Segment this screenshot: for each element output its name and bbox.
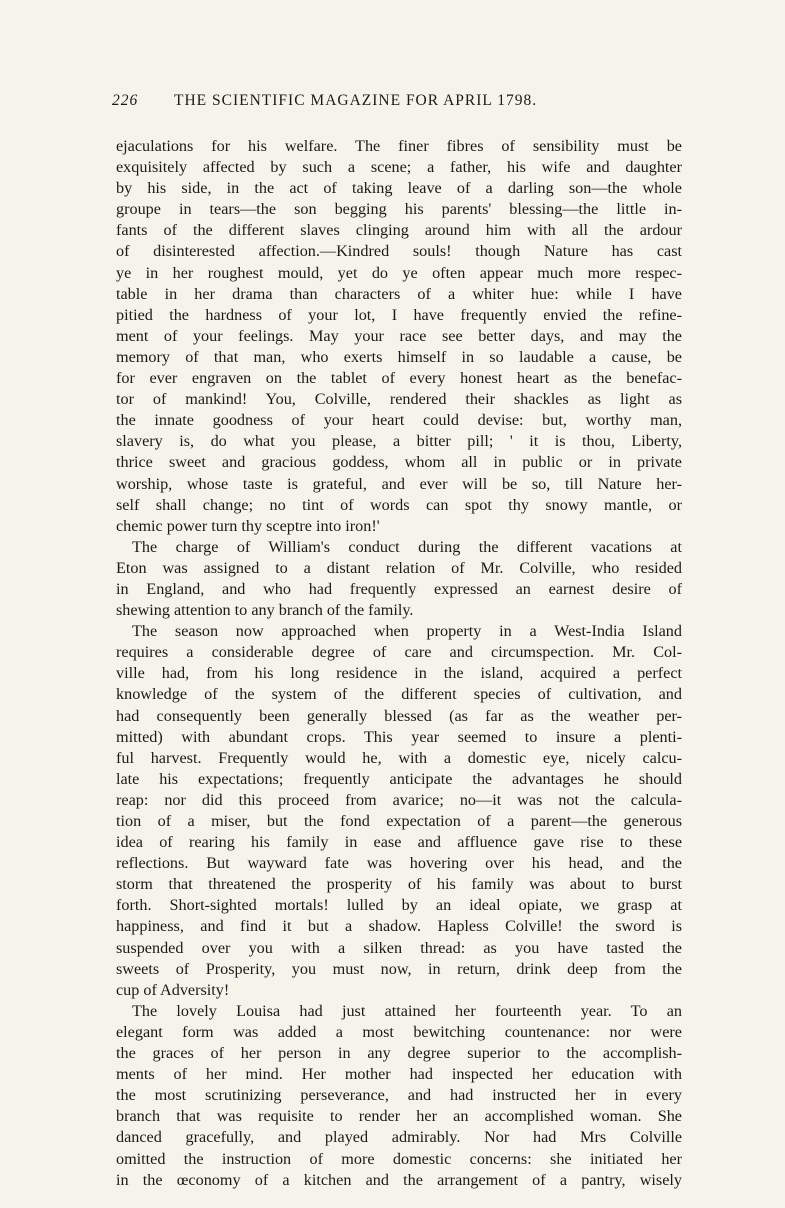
text-line: table in her drama than characters of a whiter hue: while I have: [116, 284, 682, 303]
text-line: exquisitely affected by such a scene; a father, his wife and daughter: [116, 158, 682, 177]
text-line: ye in her roughest mould, yet do ye often appear much more respec-: [116, 263, 682, 282]
text-line: happiness, and find it but a shadow. Hapless Colville! the sword is: [116, 917, 682, 936]
running-title: THE SCIENTIFIC MAGAZINE FOR APRIL 1798.: [174, 92, 538, 109]
text-line: ment of your feelings. May your race see better days, and may the: [116, 326, 682, 345]
text-line: Eton was assigned to a distant relation of Mr. Colville, who resided: [116, 558, 682, 577]
text-line: sweets of Prosperity, you must now, in return, drink deep from the: [116, 959, 682, 978]
text-line: in the œconomy of a kitchen and the arrangement of a pantry, wisely: [116, 1170, 682, 1189]
text-line: knowledge of the system of the different species of cultivation, and: [116, 685, 682, 704]
text-line: had consequently been generally blessed (as far as the weather per-: [116, 706, 682, 725]
text-line: ville had, from his long residence in the island, acquired a perfect: [116, 664, 682, 683]
text-line: reap: nor did this proceed from avarice; no—it was not the calcula-: [116, 790, 682, 809]
text-line: danced gracefully, and played admirably. Nor had Mrs Colville: [116, 1128, 682, 1147]
text-line: in England, and who had frequently expressed an earnest desire of: [116, 579, 682, 598]
text-line: requires a considerable degree of care and circumspection. Mr. Col-: [116, 643, 682, 662]
text-line: idea of rearing his family in ease and affluence gave rise to these: [116, 833, 682, 852]
text-line: ejaculations for his welfare. The finer fibres of sensibility must be: [116, 137, 682, 155]
text-line: chemic power turn thy sceptre into iron!': [116, 516, 380, 535]
text-line: the graces of her person in any degree superior to the accomplish-: [116, 1044, 682, 1063]
text-line: for ever engraven on the tablet of every honest heart as the benefac-: [116, 369, 682, 388]
text-line: cup of Adversity!: [116, 980, 230, 999]
text-line: ful harvest. Frequently would he, with a domestic eye, nicely calcu-: [116, 748, 682, 767]
text-line: of disinterested affection.—Kindred souls! though Nature has cast: [116, 242, 682, 261]
text-line: memory of that man, who exerts himself in so laudable a cause, be: [116, 347, 682, 366]
text-line: tor of mankind! You, Colville, rendered their shackles as light as: [116, 390, 682, 409]
text-line: pitied the hardness of your lot, I have frequently envied the refine-: [116, 305, 682, 324]
text-line: the most scrutinizing perseverance, and had instructed her in every: [116, 1086, 682, 1105]
text-line: self shall change; no tint of words can spot thy snowy mantle, or: [116, 495, 682, 514]
text-line: slavery is, do what you please, a bitter pill; ' it is thou, Liberty,: [116, 432, 682, 451]
text-line: The lovely Louisa had just attained her fourteenth year. To an: [132, 1001, 682, 1020]
text-line: suspended over you with a silken thread: as you have tasted the: [116, 938, 682, 957]
text-line: thrice sweet and gracious goddess, whom all in public or in private: [116, 453, 682, 472]
text-line: forth. Short-sighted mortals! lulled by an ideal opiate, we grasp at: [116, 896, 682, 915]
text-line: The charge of William's conduct during the different vacations at: [132, 537, 682, 556]
text-line: groupe in tears—the son begging his parents' blessing—the little in-: [116, 200, 682, 219]
text-line: ments of her mind. Her mother had inspected her education with: [116, 1065, 682, 1084]
page-number: 226: [112, 92, 139, 109]
text-line: shewing attention to any branch of the family.: [116, 601, 414, 620]
text-line: fants of the different slaves clinging around him with all the ardour: [116, 221, 682, 240]
text-line: late his expectations; frequently anticipate the advantages he should: [116, 769, 682, 788]
text-line: branch that was requisite to render her an accomplished woman. She: [116, 1107, 682, 1126]
text-line: tion of a miser, but the fond expectation of a parent—the generous: [116, 812, 682, 830]
text-line: mitted) with abundant crops. This year seemed to insure a plenti-: [116, 727, 682, 746]
text-line: storm that threatened the prosperity of his family was about to burst: [116, 875, 682, 894]
text-line: the innate goodness of your heart could devise: but, worthy man,: [116, 411, 682, 430]
text-line: elegant form was added a most bewitching countenance: nor were: [116, 1022, 682, 1041]
text-line: by his side, in the act of taking leave of a darling son—the whole: [116, 179, 682, 198]
text-line: reflections. But wayward fate was hovering over his head, and the: [116, 854, 682, 873]
text-line: worship, whose taste is grateful, and ever will be so, till Nature her-: [116, 474, 682, 493]
page-header: [112, 92, 672, 110]
text-line: omitted the instruction of more domestic concerns: she initiated her: [116, 1149, 682, 1168]
text-line: The season now approached when property in a West-India Island: [132, 622, 682, 641]
body-text: [116, 136, 682, 1191]
